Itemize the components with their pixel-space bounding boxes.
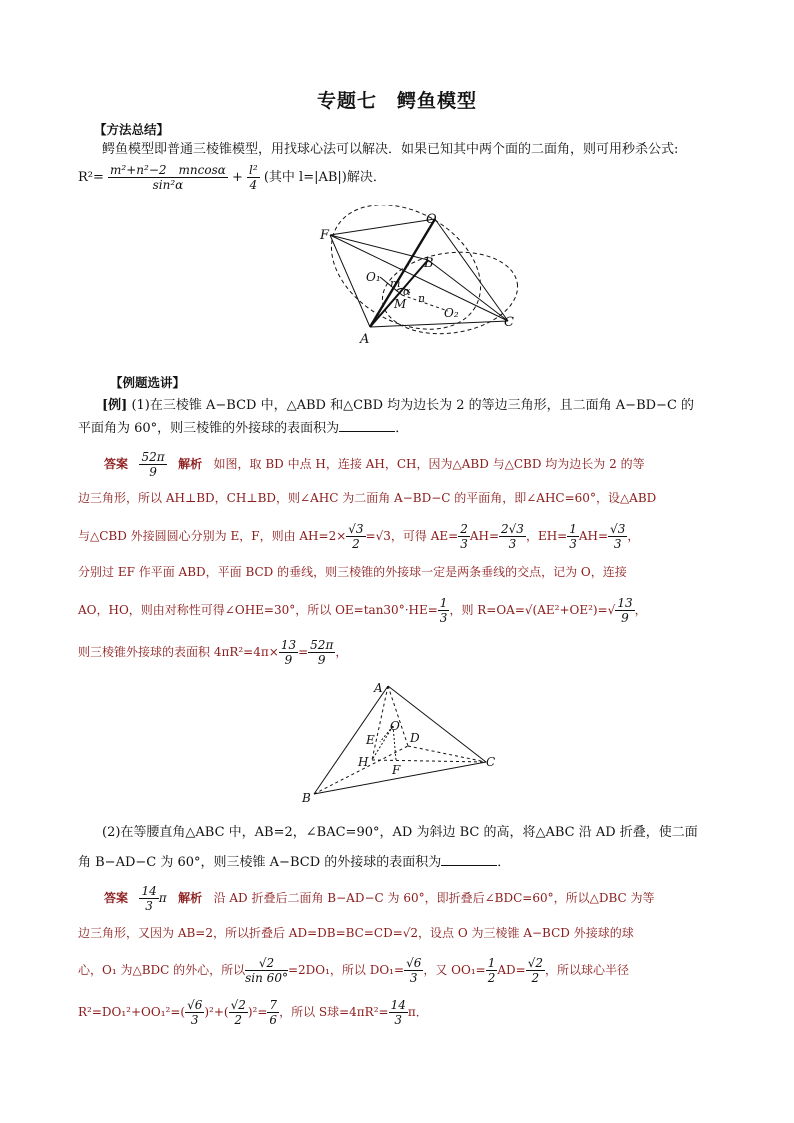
examples-header: 【例题选讲】 xyxy=(110,375,186,390)
answer-2-line-3: 心，O₁ 为△BDC 的外心，所以 $\frac{√2}{\sin 60^\circ}$ =2DO₁，所以 DO₁= $\frac{√6}{3}$ ，又 OO₁= $\frac{1}{2}$ AD= $\frac{√2}{2}$ ，所以球心半径 xyxy=(78,956,629,985)
answer-1-line-3: 与△CBD 外接圆圆心分别为 E，F，则由 AH=2× $\frac{√3}{2}$ =√3，可得 AE= $\frac{2}{3}$ AH= $\frac{2√3}{3}$ ，EH= $\frac{1}{3}$ AH= $\frac{√3}{3}$ ， xyxy=(78,522,640,551)
page-title: 专题七 鳄鱼模型 xyxy=(316,90,477,112)
label-o1: O₁ xyxy=(366,270,381,284)
label-b: B xyxy=(302,791,311,805)
example-tag: [例] xyxy=(102,398,128,413)
edge-fa xyxy=(330,235,370,327)
answer-2-value: $\frac{14}{3}$ xyxy=(141,884,157,913)
edge-bc xyxy=(428,260,508,321)
label-f: F xyxy=(392,763,401,777)
edge-bf xyxy=(330,235,428,260)
edge-hc xyxy=(372,760,486,762)
edge-ac xyxy=(388,686,486,762)
label-b: B xyxy=(424,256,434,271)
formula-l-fraction: $\frac{\text{l²}}{4}$ xyxy=(249,163,258,192)
label-o: O xyxy=(390,719,400,733)
label-e: E xyxy=(366,733,375,747)
method-text: 鳄鱼模型即普通三棱锥模型，用找球心法可以解决．如果已知其中两个面的二面角，则可用秒杀公式: xyxy=(102,142,679,157)
analysis-label: 解析 xyxy=(178,457,203,471)
edge-fo xyxy=(330,219,435,235)
crocodile-model-figure xyxy=(300,205,540,350)
answer-label: 答案 xyxy=(104,457,129,471)
answer-1-line-5: AO，HO，则由对称性可得∠OHE=30°，所以 OE=tan30°·HE= $\frac{1}{3}$ ，则 R=OA=√(AE²+OE²)=√ $\frac{13}{9}$ ， xyxy=(78,596,647,625)
label-h: H xyxy=(358,755,369,769)
question-2-line-2: 角 B−AD−C 为 60°，则三棱锥 A−BCD 的外接球的表面积为 ． xyxy=(78,855,511,870)
answer-2-line-4: R²=DO₁²+OO₁²=( $\frac{√6}{3}$ )²+( $\frac{√2}{2}$ )²= $\frac{7}{6}$ ，所以 S球=4πR²= $\frac{14}{3}$ π． xyxy=(78,998,428,1027)
answer-1-line-1: 答案 $\frac{52\pi}{9}$ 解析 如图，取 BD 中点 H，连接 AH，CH，因为△ABD 与△CBD 均为边长为 2 的等 xyxy=(104,450,645,479)
label-o2: O₂ xyxy=(444,306,459,320)
edge-ab xyxy=(314,686,388,794)
label-o: O xyxy=(426,212,437,227)
label-d: D xyxy=(410,731,420,745)
question-1-line-1: [例] (1)在三棱锥 A−BCD 中，△ABD 和△CBD 均为边长为 2 的等边三角形，且二面角 A−BD−C 的 xyxy=(102,398,695,413)
formula-fraction: $\frac{\text{m²+n²−2 mncosα}}{\text{sin²α}}$ xyxy=(110,163,226,192)
question-2-line-1: (2)在等腰直角△ABC 中，AB=2，∠BAC=90°，AD 为斜边 BC 的高，将△ABC 沿 AD 折叠，使二面 xyxy=(102,825,698,840)
label-c: C xyxy=(486,755,496,769)
label-c: C xyxy=(504,315,514,330)
label-a: A xyxy=(360,332,370,347)
tetrahedron-figure xyxy=(290,676,510,806)
label-alpha: α xyxy=(403,285,411,298)
answer-blank-1 xyxy=(339,419,395,432)
edge-ac xyxy=(370,321,508,327)
question-1-line-2: 平面角为 60°，则三棱锥的外接球的表面积为 ． xyxy=(78,421,409,436)
label-n: n xyxy=(418,292,426,305)
label-a: A xyxy=(374,681,383,695)
answer-1-line-6: 则三棱锥外接球的表面积 4πR²=4π× $\frac{13}{9}$ = $\frac{52\pi}{9}$ ， xyxy=(78,638,348,667)
answer-1-value: $\frac{52\pi}{9}$ xyxy=(141,450,165,479)
edge-ad xyxy=(388,686,408,746)
label-m-lower: m xyxy=(390,277,401,290)
method-formula: R²= $\frac{\text{m²+n²−2 mncosα}}{\text{sin²α}}$ + $\frac{\text{l²}}{4}$ (其中 l=|AB|)解决． xyxy=(78,163,386,192)
analysis-label: 解析 xyxy=(178,891,203,905)
label-m-upper: M xyxy=(394,297,407,311)
answer-1-line-2: 边三角形，所以 AH⊥BD，CH⊥BD，则∠AHC 为二面角 A−BD−C 的平面角，即∠AHC=60°，设△ABD xyxy=(78,491,657,505)
edge-dc xyxy=(408,746,486,762)
answer-blank-2 xyxy=(441,853,497,866)
answer-label: 答案 xyxy=(104,891,129,905)
sphere-ellipse-left xyxy=(309,205,503,350)
formula-tail: (其中 l=|AB|)解决． xyxy=(263,170,386,185)
answer-2-line-1: 答案 $\frac{14}{3}$ π 解析 沿 AD 折叠后二面角 B−AD−C 为 60°，即折叠后∠BDC=60°，所以△DBC 为等 xyxy=(104,884,655,913)
method-header: 【方法总结】 xyxy=(94,122,170,137)
answer-2-line-2: 边三角形，又因为 AB=2，所以折叠后 AD=DB=BC=CD=√2，设点 O 为三棱锥 A−BCD 外接球的球 xyxy=(78,926,634,940)
answer-1-line-4: 分别过 EF 作平面 ABD，平面 BCD 的垂线，则三棱锥的外接球一定是两条垂线的交点，记为 O，连接 xyxy=(78,565,627,579)
formula-lhs: R²= xyxy=(78,170,104,185)
label-f: F xyxy=(320,228,330,243)
